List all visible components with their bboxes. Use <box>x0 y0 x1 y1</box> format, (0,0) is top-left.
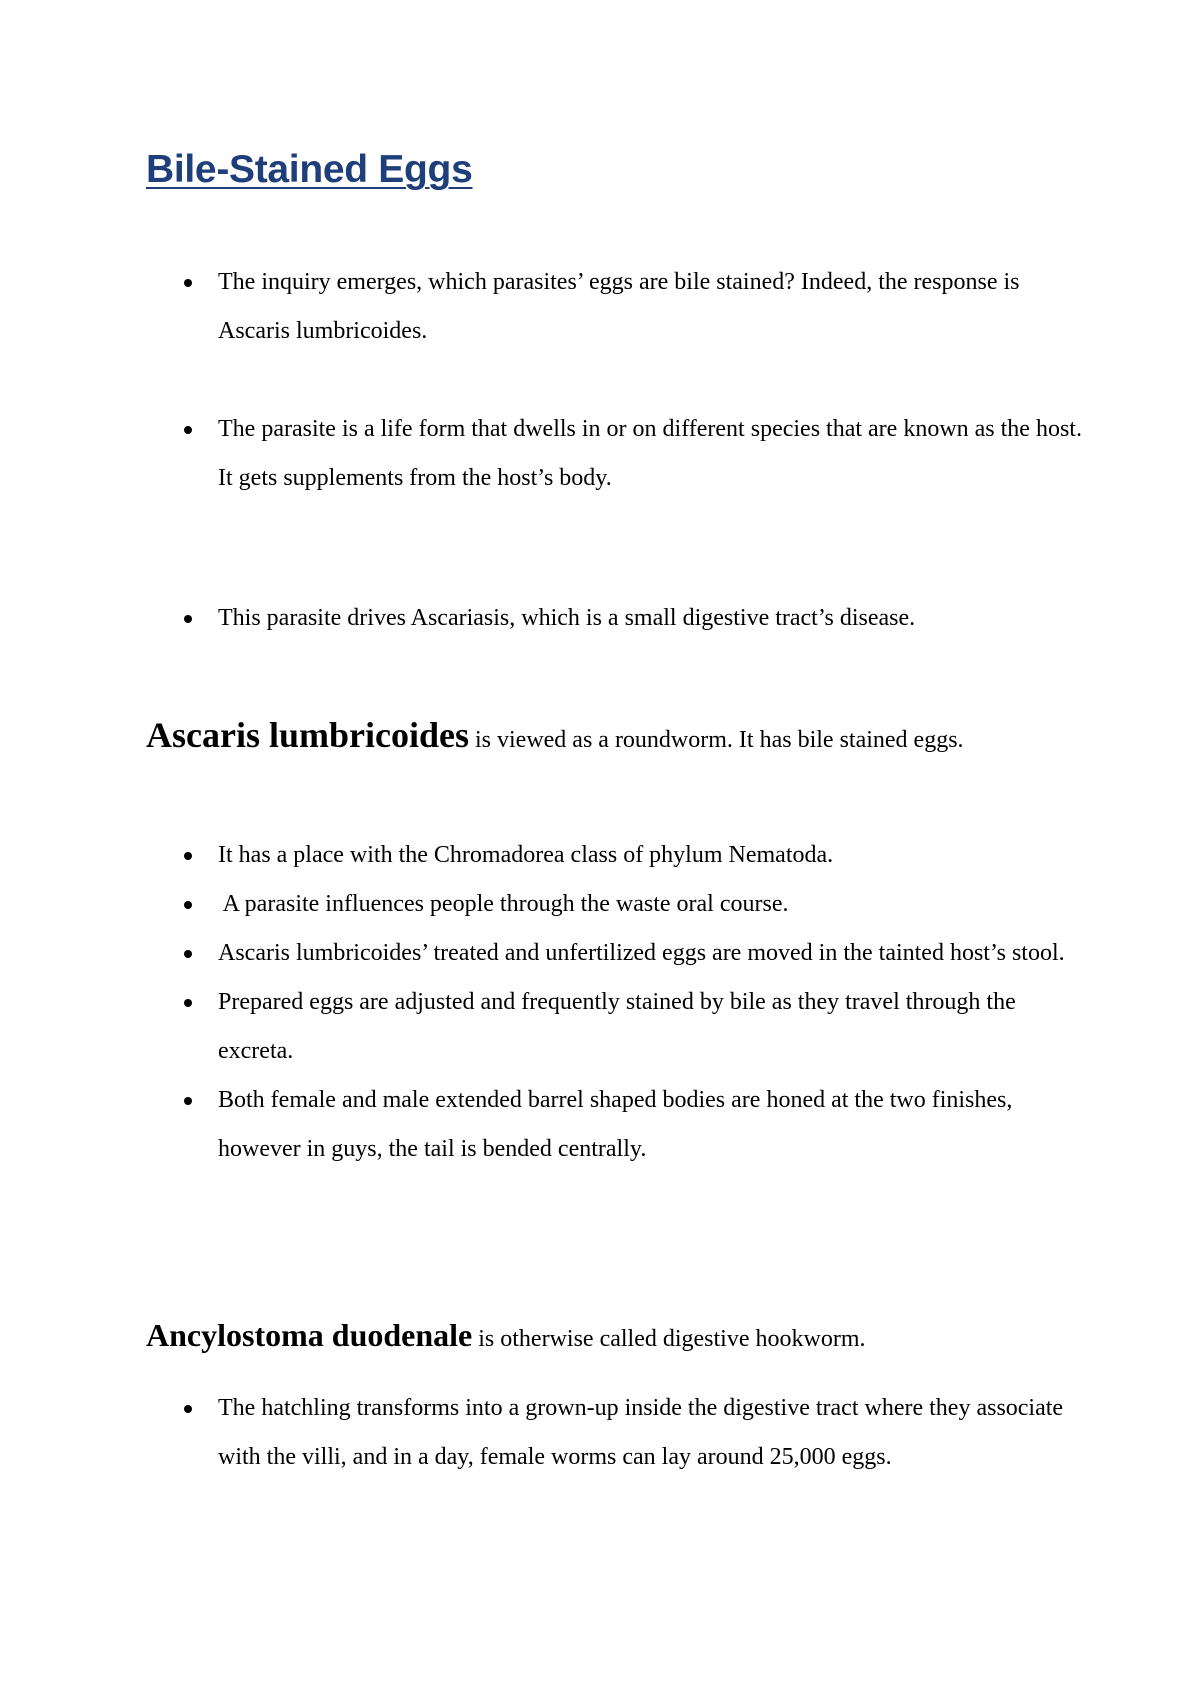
list-item-text: A parasite influences people through the waste oral course. <box>218 891 789 917</box>
list-item <box>146 978 1086 1076</box>
ancylostoma-term: Ancylostoma duodenale <box>146 1317 473 1353</box>
bullet-icon <box>184 1097 192 1105</box>
ascaris-paragraph <box>146 708 1086 767</box>
list-item <box>146 258 1086 356</box>
list-item-text: It has a place with the Chromadorea class of phylum Nematoda. <box>218 842 834 868</box>
list-item-text: Prepared eggs are adjusted and frequently stained by bile as they travel through the excreta. <box>218 989 1016 1064</box>
bullet-icon <box>184 426 192 434</box>
intro-bullet-list-3 <box>146 594 1086 643</box>
list-item <box>146 405 1086 503</box>
list-item-text: The hatchling transforms into a grown-up inside the digestive tract where they associate with the villi, and in a day, female worms can lay around 25,000 eggs. <box>218 1395 1064 1470</box>
ancylostoma-paragraph <box>146 1308 1086 1366</box>
bullet-icon <box>184 852 192 860</box>
list-item <box>146 929 1086 978</box>
ancylostoma-bullet-list <box>146 1384 1086 1482</box>
ascaris-bullet-list <box>146 831 1086 1174</box>
ascaris-term: Ascaris lumbricoides <box>146 715 469 755</box>
list-item-text: The inquiry emerges, which parasites’ eggs are bile stained? Indeed, the response is Ascaris lumbricoides. <box>218 269 1020 344</box>
list-item-text: The parasite is a life form that dwells in or on different species that are known as the host. It gets supplements from the host’s body. <box>218 416 1082 491</box>
ascaris-text: is viewed as a roundworm. It has bile stained eggs. <box>468 727 964 753</box>
list-item <box>146 1076 1086 1174</box>
bullet-icon <box>184 999 192 1007</box>
list-item-text: This parasite drives Ascariasis, which is a small digestive tract’s disease. <box>218 605 916 631</box>
list-item <box>146 594 1086 643</box>
list-item <box>146 831 1086 880</box>
bullet-icon <box>184 1405 192 1413</box>
bullet-icon <box>184 901 192 909</box>
page-title: Bile-Stained Eggs <box>146 148 473 191</box>
list-item-text: Ascaris lumbricoides’ treated and unfertilized eggs are moved in the tainted host’s stool. <box>218 940 1065 966</box>
intro-bullet-list <box>146 258 1086 356</box>
ancylostoma-text: is otherwise called digestive hookworm. <box>472 1326 866 1352</box>
bullet-icon <box>184 950 192 958</box>
list-item <box>146 880 1086 929</box>
bullet-icon <box>184 279 192 287</box>
list-item-text: Both female and male extended barrel shaped bodies are honed at the two finishes, however in guys, the tail is bended centrally. <box>218 1087 1013 1162</box>
bullet-icon <box>184 615 192 623</box>
intro-bullet-list-2 <box>146 405 1086 503</box>
list-item <box>146 1384 1086 1482</box>
